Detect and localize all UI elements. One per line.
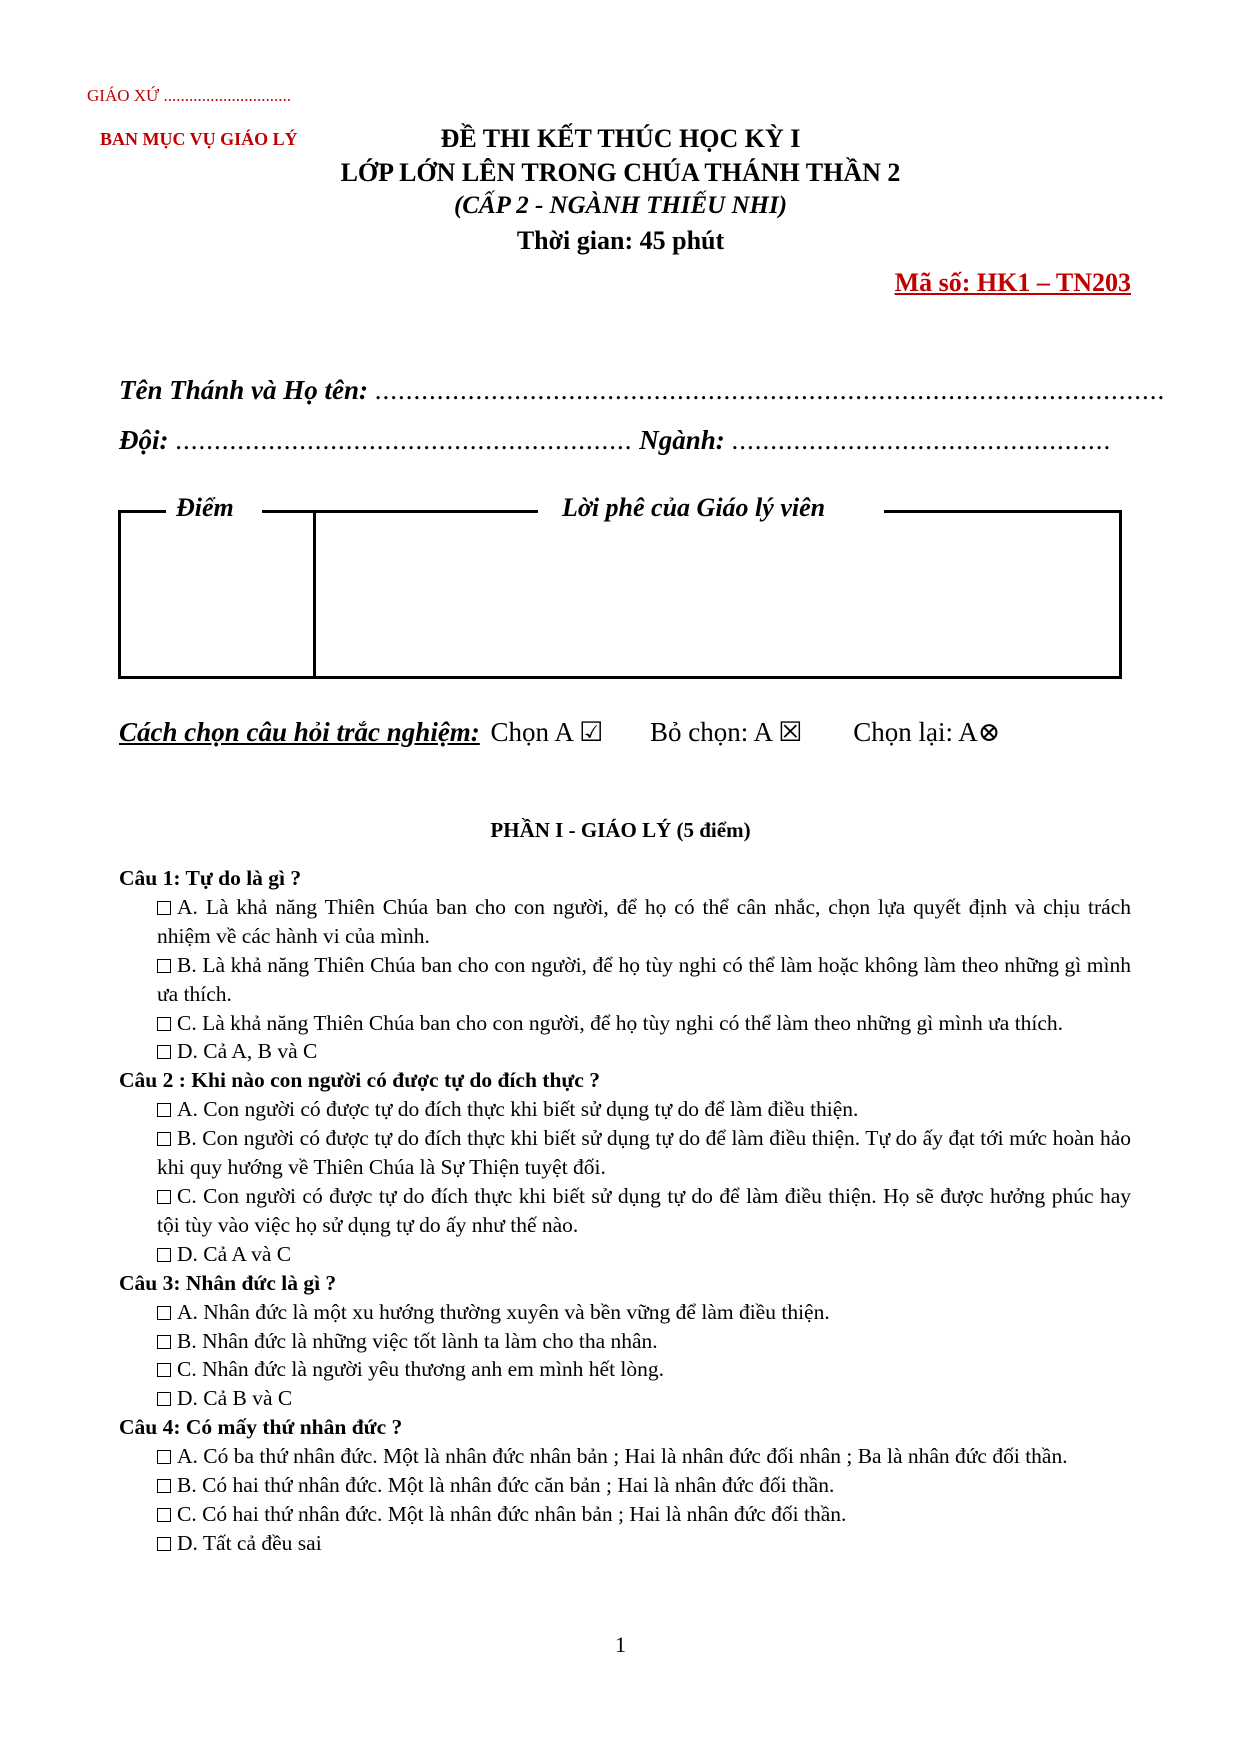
rechoose-instruction: Chọn lại: A⊗ xyxy=(853,717,1001,747)
checkbox-icon[interactable] xyxy=(157,1306,171,1320)
checkbox-icon[interactable] xyxy=(157,1363,171,1377)
answer-option[interactable]: B. Có hai thứ nhân đức. Một là nhân đức căn bản ; Hai là nhân đức đối thần. xyxy=(119,1471,1131,1500)
level-subtitle: (CẤP 2 - NGÀNH THIẾU NHI) xyxy=(453,192,788,219)
branch-blank[interactable]: ................................................. xyxy=(731,425,1112,455)
duration-label: Thời gian: 45 phút xyxy=(516,226,725,255)
instructions-lead: Cách chọn câu hỏi trắc nghiệm: xyxy=(119,717,480,747)
parish-label: GIÁO XỨ .............................. xyxy=(87,86,291,105)
answer-option[interactable]: D. Tất cả đều sai xyxy=(119,1529,1131,1558)
checkbox-icon[interactable] xyxy=(157,1132,171,1146)
box-top-border xyxy=(262,510,538,513)
answer-option[interactable]: A. Con người có được tự do đích thực khi biết sử dụng tự do để làm điều thiện. xyxy=(119,1095,1131,1124)
name-label: Tên Thánh và Họ tên: xyxy=(119,375,369,405)
question-3: Câu 3: Nhân đức là gì ? xyxy=(119,1270,337,1295)
answer-option[interactable]: D. Cả B và C xyxy=(119,1384,1131,1413)
checkbox-icon[interactable] xyxy=(157,1508,171,1522)
question-4: Câu 4: Có mấy thứ nhân đức ? xyxy=(119,1415,403,1440)
answer-option[interactable]: C. Con người có được tự do đích thực khi biết sử dụng tự do để làm điều thiện. Họ sẽ được hưởng phúc hay tội tùy vào việc họ sử dụng tự do ấy như thế nào. xyxy=(157,1183,1131,1237)
answer-option[interactable]: B. Là khả năng Thiên Chúa ban cho con người, để họ tùy nghi có thể làm hoặc không làm theo những gì mình ưa thích. xyxy=(157,952,1131,1006)
checkbox-icon[interactable] xyxy=(157,1392,171,1406)
checkbox-icon[interactable] xyxy=(157,1537,171,1551)
checkbox-icon[interactable] xyxy=(157,1479,171,1493)
box-top-border xyxy=(118,510,166,513)
answer-option[interactable]: A. Nhân đức là một xu hướng thường xuyên và bền vững để làm điều thiện. xyxy=(119,1298,1131,1327)
score-comment-box xyxy=(118,510,1122,679)
score-label: Điểm xyxy=(176,493,234,522)
branch-label: Ngành: xyxy=(639,425,725,455)
checkbox-icon[interactable] xyxy=(157,959,171,973)
answer-option[interactable]: D. Cả A, B và C xyxy=(119,1037,1131,1066)
answer-option[interactable]: A. Có ba thứ nhân đức. Một là nhân đức nhân bản ; Hai là nhân đức đối nhân ; Ba là nhân đức đối thần. xyxy=(119,1442,1131,1471)
answer-option[interactable]: B. Nhân đức là những việc tốt lành ta làm cho tha nhân. xyxy=(119,1327,1131,1356)
team-branch-row xyxy=(119,425,1111,456)
checkbox-icon[interactable] xyxy=(157,1450,171,1464)
unchoose-instruction: Bỏ chọn: A ☒ xyxy=(650,717,803,747)
checkbox-icon[interactable] xyxy=(157,901,171,915)
checkbox-icon[interactable] xyxy=(157,1248,171,1262)
comment-label: Lời phê của Giáo lý viên xyxy=(562,493,826,522)
exam-code: Mã số: HK1 – TN203 xyxy=(894,268,1131,297)
checkbox-icon[interactable] xyxy=(157,1190,171,1204)
answer-option[interactable]: B. Con người có được tự do đích thực khi biết sử dụng tự do để làm điều thiện. Tự do ấy đạt tới mức hoàn hảo khi quy hướng về Thiên Chúa là Sự Thiện tuyệt đối. xyxy=(157,1126,1131,1180)
box-divider xyxy=(313,510,316,677)
part-title: PHẦN I - GIÁO LÝ (5 điểm) xyxy=(490,818,751,842)
checkbox-icon[interactable] xyxy=(157,1045,171,1059)
name-blank[interactable]: ...................................................................................................... xyxy=(374,375,1166,405)
answer-option[interactable]: C. Là khả năng Thiên Chúa ban cho con người, để họ tùy nghi có thể làm theo những gì mình ưa thích. xyxy=(119,1009,1131,1038)
page-number: 1 xyxy=(615,1632,626,1657)
box-top-border xyxy=(884,510,1122,513)
checkbox-icon[interactable] xyxy=(157,1103,171,1117)
answer-option[interactable]: A. Là khả năng Thiên Chúa ban cho con người, để họ có thể cân nhắc, chọn lựa quyết định và chịu trách nhiệm về các hành vi của mình. xyxy=(157,894,1131,948)
answer-option[interactable]: D. Cả A và C xyxy=(119,1240,1131,1269)
ministry-label: BAN MỤC VỤ GIÁO LÝ xyxy=(100,129,298,149)
exam-title: ĐỀ THI KẾT THÚC HỌC KỲ I xyxy=(440,124,801,153)
checkbox-icon[interactable] xyxy=(157,1335,171,1349)
team-blank[interactable]: ........................................................... xyxy=(175,425,633,455)
choose-instruction: Chọn A ☑ xyxy=(490,717,604,747)
question-2: Câu 2 : Khi nào con người có được tự do đích thực ? xyxy=(119,1068,600,1093)
class-title: LỚP LỚN LÊN TRONG CHÚA THÁNH THẦN 2 xyxy=(340,158,901,187)
name-field[interactable] xyxy=(119,375,1165,406)
question-list xyxy=(119,864,1131,1558)
checkbox-icon[interactable] xyxy=(157,1017,171,1031)
team-label: Đội: xyxy=(119,425,169,455)
question-1: Câu 1: Tự do là gì ? xyxy=(119,866,302,890)
answer-instructions xyxy=(119,717,1000,748)
answer-option[interactable]: C. Nhân đức là người yêu thương anh em mình hết lòng. xyxy=(119,1355,1131,1384)
answer-option[interactable]: C. Có hai thứ nhân đức. Một là nhân đức nhân bản ; Hai là nhân đức đối thần. xyxy=(119,1500,1131,1529)
